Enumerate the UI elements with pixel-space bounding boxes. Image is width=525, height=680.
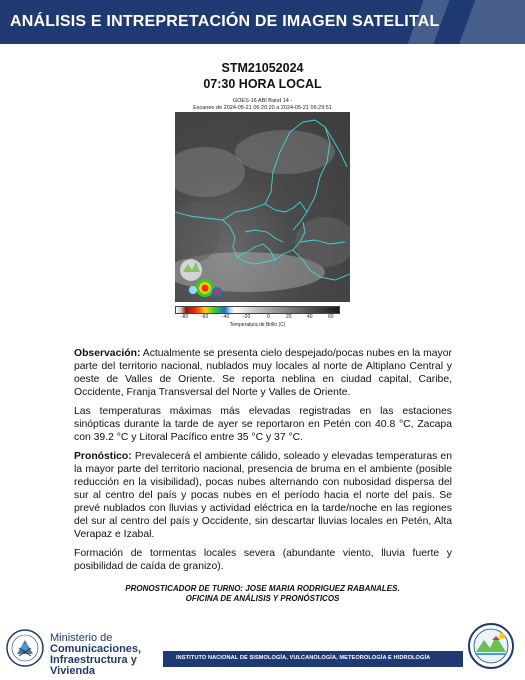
colorbar-tick: -60 [201, 314, 209, 320]
ministry-line4: Vivienda [50, 665, 96, 677]
colorbar-tick: 40 [307, 314, 313, 320]
colorbar-tick: 0 [267, 314, 270, 320]
ministry-line2: Comunicaciones, [50, 643, 142, 655]
colorbar-label: Temperatura de Brillo (C) [229, 322, 286, 328]
forecaster-name: PRONOSTICADOR DE TURNO: JOSE MARIA RODRIGUEZ RABANALES. [125, 584, 400, 593]
satellite-band: GOES-16 ABI Band 14 - [232, 98, 293, 104]
forecast-paragraph [74, 450, 452, 541]
page-title: ANÁLISIS E INTREPRETACIÓN DE IMAGEN SATELITAL [10, 13, 440, 30]
office-name: OFICINA DE ANÁLISIS Y PRONÓSTICOS [185, 594, 340, 603]
satellite-caption [175, 98, 350, 112]
observation-label: Observación: [74, 348, 141, 359]
colorbar-tick: -40 [222, 314, 230, 320]
guatemala-seal-icon [5, 628, 45, 668]
colorbar-tick: -20 [243, 314, 251, 320]
report-code: STM21052024 [221, 61, 304, 75]
forecast-text: Prevalecerá el ambiente cálido, soleado y elevadas temperaturas en la mayor parte del territorio nacional, presencia de bruma en el ambiente (posible reducción en la visibilidad), pocas nubes alternando con nubosidad dispersa del sur al centro del país y pocas nubes en el período hacia el norte del país. Se prevé nublados con lluvias y actividad eléctrica en la tarde/noche en las regiones del sur al centro del país y Occidente, sin descartar lluvias locales en Petén, Alta Verapaz e Izabal. [74, 451, 452, 540]
institute-name: INSTITUTO NACIONAL DE SISMOLOGÍA, VULCANOLOGÍA, METEOROLOGÍA E HIDROLOGÍA [176, 655, 431, 661]
satellite-image [175, 112, 350, 302]
insivumeh-logo-icon [466, 622, 516, 670]
colorbar-tick: -80 [181, 314, 189, 320]
colorbar-tick: 20 [286, 314, 292, 320]
ministry-line3: Infraestructura y [50, 654, 137, 666]
temperatures-paragraph: Las temperaturas máximas más elevadas registradas en las estaciones sinópticas durante la tarde de ayer se reportaron en Petén con 40.8 °C, Zacapa con 39.2 °C y Litoral Pacífico entre 35 °C y 37 °C. [74, 406, 452, 443]
satellite-scan: Escaneo de 2024-05-21 06:20:20 a 2024-05-21 06:29:51 [193, 105, 332, 111]
storms-paragraph: Formación de tormentas locales severa (abundante viento, lluvia fuerte y posibilidad de caída de granizo). [74, 548, 452, 572]
ministry-name [50, 633, 141, 677]
forecast-label: Pronóstico: [74, 451, 132, 462]
temperature-colorbar [175, 306, 340, 314]
observation-paragraph [74, 347, 452, 399]
satellite-map-svg [175, 112, 350, 302]
ministry-line1: Ministerio de [50, 632, 113, 644]
colorbar-tick: 60 [328, 314, 334, 320]
observation-text: Actualmente se presenta cielo despejado/pocas nubes en la mayor parte del territorio nacional, nublados muy locales al norte de Altiplano Central y oeste de Valles de Oriente. Se reporta neblina en ciudad capital, Caribe, Occidente, Franja Transversal del Norte y Valles de Oriente. [74, 348, 452, 398]
report-time: 07:30 HORA LOCAL [203, 77, 322, 91]
